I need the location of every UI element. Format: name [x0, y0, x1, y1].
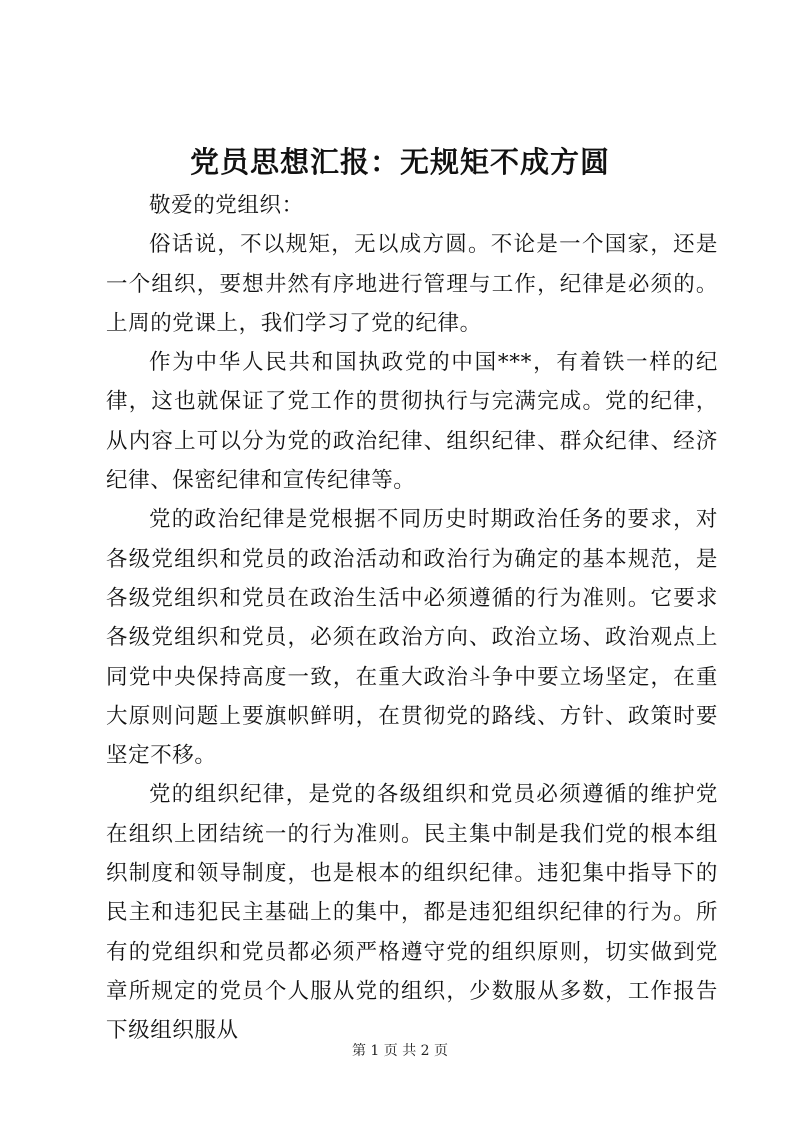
- paragraph-2: 作为中华人民共和国执政党的中国***，有着铁一样的纪律，这也就保证了党工作的贯彻执行与完满完成。党的纪律，从内容上可以分为党的政治纪律、组织纪律、群众纪律、经济纪律、保密纪律和宣传纪律等。: [106, 350, 718, 494]
- paragraph-3: 党的政治纪律是党根据不同历史时期政治任务的要求，对各级党组织和党员的政治活动和政治行为确定的基本规范，是各级党组织和党员在政治生活中必须遵循的行为准则。它要求各级党组织和党员，必须在政治方向、政治立场、政治观点上同党中央保持高度一致，在重大政治斗争中要立场坚定，在重大原则问题上要旗帜鲜明，在贯彻党的路线、方针、政策时要坚定不移。: [106, 507, 718, 769]
- document-title: 党员思想汇报：无规矩不成方圆: [189, 145, 610, 179]
- document-body: [106, 186, 718, 1051]
- paragraph-4: 党的组织纪律，是党的各级组织和党员必须遵循的维护党在组织上团结统一的行为准则。民主集中制是我们党的根本组织制度和领导制度，也是根本的组织纪律。违犯集中指导下的民主和违犯民主基础上的集中，都是违犯组织纪律的行为。所有的党组织和党员都必须严格遵守党的组织原则，切实做到党章所规定的党员个人服从党的组织，少数服从多数，工作报告下级组织服从: [106, 782, 718, 1044]
- paragraph-1: 俗话说，不以规矩，无以成方圆。不论是一个国家，还是一个组织，要想井然有序地进行管理与工作，纪律是必须的。上周的党课上，我们学习了党的纪律。: [106, 232, 718, 336]
- page-footer: 第 1 页 共 2 页: [351, 1043, 449, 1059]
- salutation: 敬爱的党组织：: [149, 193, 304, 218]
